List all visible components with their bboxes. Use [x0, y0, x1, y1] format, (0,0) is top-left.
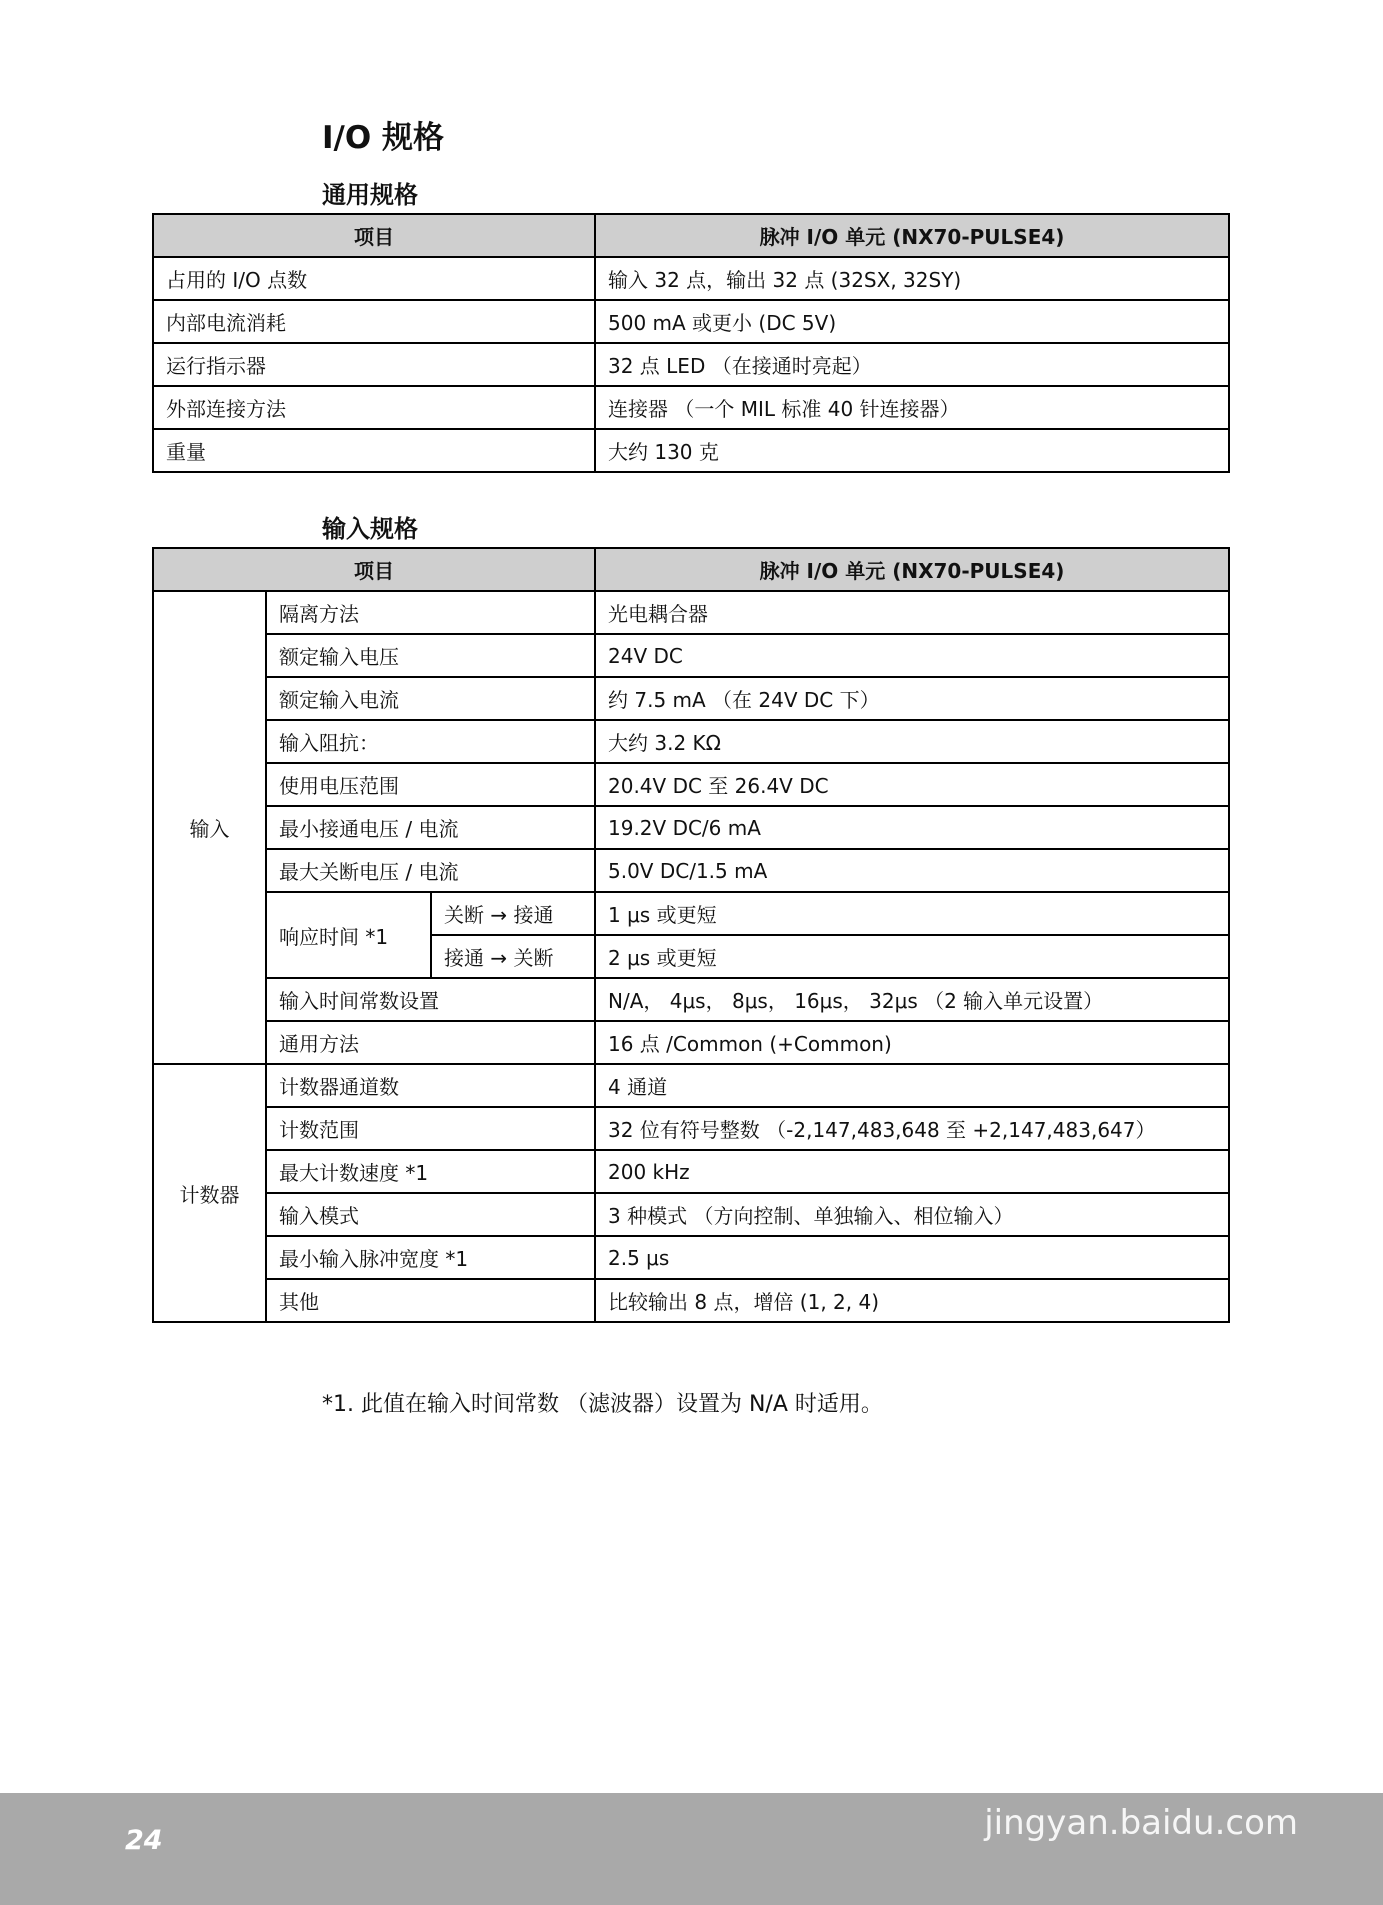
table-row [153, 1064, 1229, 1107]
row-value: 200 kHz [595, 1150, 1229, 1193]
table-row [153, 1279, 1229, 1322]
watermark-url: jingyan.baidu.com [984, 1803, 1298, 1843]
watermark-brand [920, 1720, 1298, 1797]
row-item: 输入时间常数设置 [266, 978, 595, 1021]
page-number: 24 [125, 1825, 163, 1856]
table-row [153, 300, 1229, 343]
table-row [153, 892, 1229, 935]
table-row [153, 1193, 1229, 1236]
paw-icon [920, 1743, 970, 1789]
table-row [153, 1150, 1229, 1193]
header-unit: 脉冲 I/O 单元 (NX70-PULSE4) [595, 214, 1229, 257]
input-spec-table [152, 547, 1230, 1323]
watermark-brand-text: Baidu 经验 [989, 1731, 1298, 1794]
row-item: 其他 [266, 1279, 595, 1322]
row-item: 外部连接方法 [153, 386, 595, 429]
row-item: 额定输入电流 [266, 677, 595, 720]
general-spec-table [152, 213, 1230, 473]
row-value: 大约 3.2 KΩ [595, 720, 1229, 763]
table-row [153, 849, 1229, 892]
table-row [153, 763, 1229, 806]
general-spec-heading: 通用规格 [322, 181, 418, 209]
row-item: 占用的 I/O 点数 [153, 257, 595, 300]
table-row [153, 429, 1229, 472]
table-row [153, 677, 1229, 720]
row-item: 最大关断电压 / 电流 [266, 849, 595, 892]
row-value: 4 通道 [595, 1064, 1229, 1107]
input-spec-heading: 输入规格 [322, 515, 418, 543]
response-value-off-on: 1 μs 或更短 [595, 892, 1229, 935]
row-value: 20.4V DC 至 26.4V DC [595, 763, 1229, 806]
header-unit: 脉冲 I/O 单元 (NX70-PULSE4) [595, 548, 1229, 591]
response-value-on-off: 2 μs 或更短 [595, 935, 1229, 978]
table-row [153, 343, 1229, 386]
group-counter-label: 计数器 [153, 1064, 266, 1322]
row-value: 输入 32 点，输出 32 点 (32SX, 32SY) [595, 257, 1229, 300]
table-row [153, 978, 1229, 1021]
table-row [153, 1236, 1229, 1279]
row-value: 光电耦合器 [595, 591, 1229, 634]
row-item: 计数范围 [266, 1107, 595, 1150]
row-item: 计数器通道数 [266, 1064, 595, 1107]
table-row [153, 257, 1229, 300]
row-value: N/A， 4μs， 8μs， 16μs， 32μs （2 输入单元设置） [595, 978, 1229, 1021]
row-value: 500 mA 或更小 (DC 5V) [595, 300, 1229, 343]
row-item: 最大计数速度 *1 [266, 1150, 595, 1193]
row-item: 输入阻抗： [266, 720, 595, 763]
row-item: 使用电压范围 [266, 763, 595, 806]
row-value: 连接器 （一个 MIL 标准 40 针连接器） [595, 386, 1229, 429]
row-value: 16 点 /Common (+Common) [595, 1021, 1229, 1064]
row-value: 比较输出 8 点，增倍 (1, 2, 4) [595, 1279, 1229, 1322]
header-item: 项目 [153, 214, 595, 257]
row-value: 2.5 μs [595, 1236, 1229, 1279]
row-item: 运行指示器 [153, 343, 595, 386]
row-item: 输入模式 [266, 1193, 595, 1236]
table-row [153, 720, 1229, 763]
row-value: 大约 130 克 [595, 429, 1229, 472]
row-item: 重量 [153, 429, 595, 472]
group-input-label: 输入 [153, 591, 266, 1064]
row-value: 32 点 LED （在接通时亮起） [595, 343, 1229, 386]
table-row [153, 634, 1229, 677]
row-value: 19.2V DC/6 mA [595, 806, 1229, 849]
row-item: 最小接通电压 / 电流 [266, 806, 595, 849]
table-row [153, 1107, 1229, 1150]
table-row [153, 386, 1229, 429]
row-item: 额定输入电压 [266, 634, 595, 677]
row-value: 约 7.5 mA （在 24V DC 下） [595, 677, 1229, 720]
table-row [153, 806, 1229, 849]
response-sub-on-off: 接通 → 关断 [431, 935, 595, 978]
table-header-row [153, 214, 1229, 257]
row-item: 通用方法 [266, 1021, 595, 1064]
row-value: 3 种模式 （方向控制、单独输入、相位输入） [595, 1193, 1229, 1236]
response-sub-off-on: 关断 → 接通 [431, 892, 595, 935]
row-value: 32 位有符号整数 （-2,147,483,648 至 +2,147,483,647） [595, 1107, 1229, 1150]
row-item: 内部电流消耗 [153, 300, 595, 343]
table-header-row [153, 548, 1229, 591]
row-value: 5.0V DC/1.5 mA [595, 849, 1229, 892]
header-item: 项目 [153, 548, 595, 591]
watermark [920, 1720, 1298, 1843]
row-item: 最小输入脉冲宽度 *1 [266, 1236, 595, 1279]
response-time-label: 响应时间 *1 [266, 892, 431, 978]
footnote: *1. 此值在输入时间常数 （滤波器）设置为 N/A 时适用。 [322, 1392, 883, 1417]
table-row [153, 1021, 1229, 1064]
row-item: 隔离方法 [266, 591, 595, 634]
table-row [153, 591, 1229, 634]
row-value: 24V DC [595, 634, 1229, 677]
page-title: I/O 规格 [322, 120, 445, 156]
